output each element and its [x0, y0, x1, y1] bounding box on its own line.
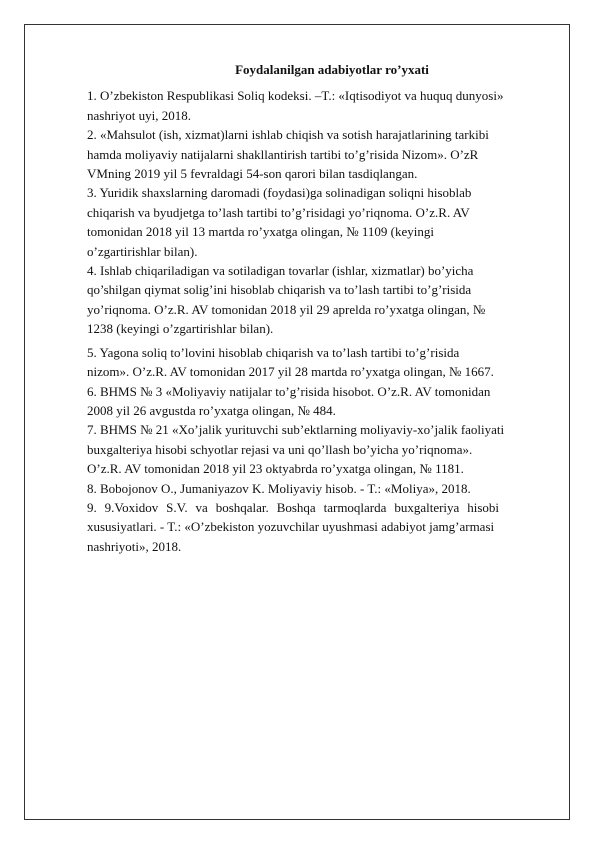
reference-line: 8. Bobojonov O., Jumaniyazov K. Moliyaviy hisob. - T.: «Moliya», 2018. — [87, 480, 471, 496]
reference-line: yo’riqnoma. O’z.R. AV tomonidan 2018 yil 29 aprelda ro’yxatga olingan, № — [87, 301, 486, 317]
reference-line: hamda moliyaviy natijalarni shakllantirish tartibi to’g’risida Nizom». O’zR — [87, 146, 479, 162]
reference-line: 5. Yagona soliq to’lovini hisoblab chiqarish va to’lash tartibi to’g’risida — [87, 344, 460, 360]
reference-line: 1238 (keyingi o’zgartirishlar bilan). — [87, 321, 274, 337]
reference-line: O’z.R. AV tomonidan 2018 yil 23 oktyabrda ro’yxatga olingan, № 1181. — [87, 461, 464, 477]
reference-line: chiqarish va byudjetga to’lash tartibi to’g’risidagi yo’riqnoma. O’z.R. AV — [87, 204, 470, 220]
reference-line: 4. Ishlab chiqariladigan va sotiladigan tovarlar (ishlar, xizmatlar) bo’yicha — [87, 263, 474, 279]
reference-line: nashriyoti», 2018. — [87, 538, 182, 554]
reference-line: VMning 2019 yil 5 fevraldagi 54-son qarori bilan tasdiqlangan. — [87, 166, 418, 182]
reference-line: 2008 yil 26 avgustda ro’yxatga olingan, № 484. — [87, 402, 336, 418]
reference-line: 9. 9.Voxidov S.V. va boshqalar. Boshqa tarmoqlarda buxgalteriya hisobi — [87, 499, 499, 515]
reference-line: 2. «Mahsulot (ish, xizmat)larni ishlab chiqish va sotish harajatlarining tarkibi — [87, 127, 489, 143]
reference-line: 1. O’zbekiston Respublikasi Soliq kodeksi. –T.: «Iqtisodiyot va huquq dunyosi» — [87, 88, 504, 104]
page-title: Foydalanilgan adabiyotlar ro’yxati — [235, 62, 429, 77]
reference-line: 3. Yuridik shaxslarning daromadi (foydasi)ga solinadigan soliqni hisoblab — [87, 185, 472, 201]
reference-line: o’zgartirishlar bilan). — [87, 243, 198, 259]
reference-line: qo’shilgan qiymat solig’ini hisoblab chiqarish va to’lash tartibi to’g’risida — [87, 282, 472, 298]
reference-line: 7. BHMS № 21 «Xo’jalik yurituvchi sub’ektlarning moliyaviy-xo’jalik faoliyati — [87, 422, 505, 438]
reference-line: nashriyot uyi, 2018. — [87, 107, 191, 123]
bibliography — [87, 60, 547, 556]
reference-line: nizom». O’z.R. AV tomonidan 2017 yil 28 martda ro’yxatga olingan, № 1667. — [87, 364, 494, 380]
reference-line: tomonidan 2018 yil 13 martda ro’yxatga olingan, № 1109 (keyingi — [87, 224, 434, 240]
reference-line: buxgalteriya hisobi schyotlar rejasi va uni qo’llash bo’yicha yo’riqnoma». — [87, 441, 473, 457]
reference-line: 6. BHMS № 3 «Moliyaviy natijalar to’g’risida hisobot. O’z.R. AV tomonidan — [87, 383, 491, 399]
reference-line: xususiyatlari. - T.: «O’zbekiston yozuvchilar uyushmasi adabiyot jamg’armasi — [87, 519, 495, 535]
